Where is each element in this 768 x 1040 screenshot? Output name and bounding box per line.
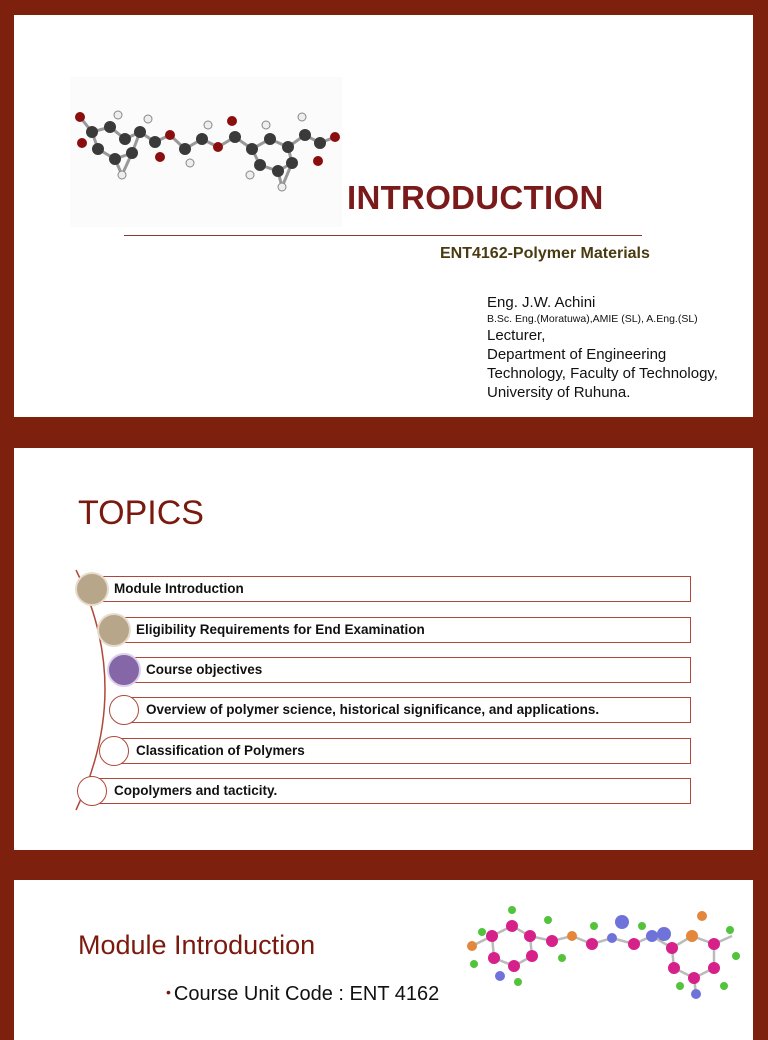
bullet-text: Course Unit Code : ENT 4162 bbox=[173, 983, 440, 1005]
slide-1 bbox=[14, 15, 753, 417]
author-department-1: Department of Engineering bbox=[487, 346, 667, 363]
author-role: Lecturer, bbox=[487, 327, 546, 344]
topic-label: Classification of Polymers bbox=[136, 743, 305, 758]
slide-3 bbox=[14, 880, 753, 1040]
topic-marker bbox=[109, 695, 139, 725]
author-credentials: B.Sc. Eng.(Moratuwa),AMIE (SL), A.Eng.(SL) bbox=[487, 313, 698, 325]
module-title: Module Introduction bbox=[78, 930, 316, 960]
title-divider bbox=[124, 235, 642, 236]
bullet-item bbox=[166, 983, 439, 1006]
molecule-image bbox=[70, 77, 342, 227]
author-block bbox=[487, 293, 718, 402]
topic-bar bbox=[92, 778, 691, 804]
author-university: University of Ruhuna. bbox=[487, 384, 631, 401]
author-name: Eng. J.W. Achini bbox=[487, 294, 596, 311]
topic-label: Eligibility Requirements for End Examination bbox=[136, 622, 425, 637]
topic-marker bbox=[77, 776, 107, 806]
bullet-dot-icon: • bbox=[166, 984, 171, 1000]
topic-bar bbox=[114, 738, 691, 764]
topic-label: Course objectives bbox=[146, 662, 263, 677]
author-department-2: Technology, Faculty of Technology, bbox=[487, 365, 718, 382]
topic-label: Copolymers and tacticity. bbox=[114, 783, 278, 798]
topic-bar bbox=[124, 657, 691, 683]
topic-label: Module Introduction bbox=[114, 581, 244, 596]
topic-marker-tan bbox=[77, 574, 107, 604]
topic-bar bbox=[124, 697, 691, 723]
course-subtitle: ENT4162-Polymer Materials bbox=[440, 245, 650, 262]
slide-title: INTRODUCTION bbox=[347, 179, 604, 216]
topic-bar bbox=[114, 617, 691, 643]
slide-2 bbox=[14, 448, 753, 850]
topic-label: Overview of polymer science, historical significance, and applications. bbox=[146, 702, 600, 717]
topic-marker-tan bbox=[99, 615, 129, 645]
molecule-image bbox=[452, 886, 752, 1006]
topic-marker bbox=[99, 736, 129, 766]
topic-bar bbox=[92, 576, 691, 602]
topic-marker-purple bbox=[109, 655, 139, 685]
topics-title: TOPICS bbox=[78, 494, 204, 532]
